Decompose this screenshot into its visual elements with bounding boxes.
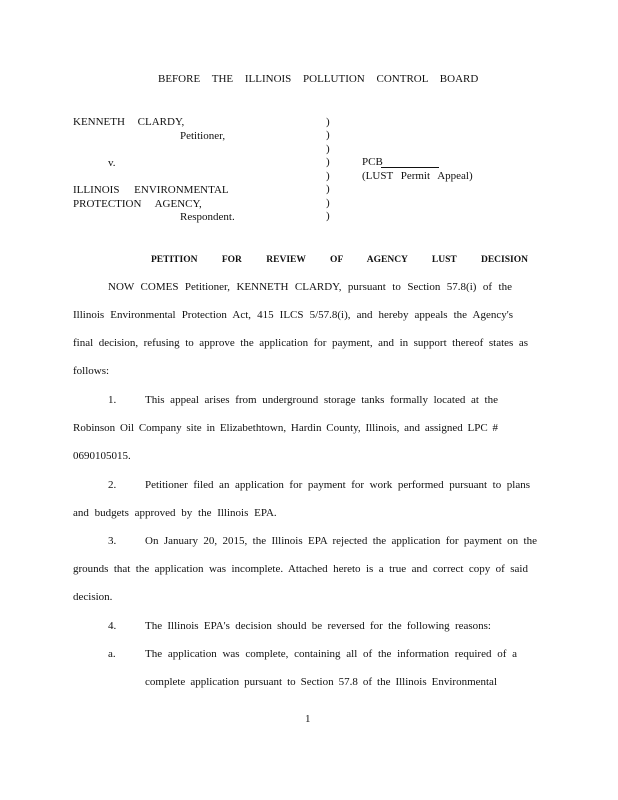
case-number-blank — [381, 167, 439, 168]
paragraph-3-number: 3. — [108, 535, 117, 547]
caption-paren: ) — [326, 156, 330, 168]
paragraph-1-line-2: Robinson Oil Company site in Elizabethtown, Hardin County, Illinois, and assigned LPC # — [73, 422, 498, 434]
caption-paren: ) — [326, 116, 330, 128]
caption-paren: ) — [326, 129, 330, 141]
paragraph-2-number: 2. — [108, 479, 117, 491]
paragraph-4-line-1: The Illinois EPA's decision should be reversed for the following reasons: — [145, 620, 491, 632]
petitioner-role: Petitioner, — [180, 130, 226, 142]
petition-title: PETITION FOR REVIEW OF AGENCY LUST DECISION — [151, 255, 528, 265]
intro-line-3: final decision, refusing to approve the application for payment, and in support thereof states as — [73, 337, 528, 349]
caption-paren: ) — [326, 210, 330, 222]
paragraph-3-line-3: decision. — [73, 591, 113, 603]
caption-paren: ) — [326, 183, 330, 195]
caption-paren: ) — [326, 143, 330, 155]
subparagraph-a-line-2: complete application pursuant to Section 57.8 of the Illinois Environmental — [145, 676, 497, 688]
paragraph-2-line-2: and budgets approved by the Illinois EPA. — [73, 507, 277, 519]
respondent-name-line1: ILLINOIS ENVIRONMENTAL — [73, 184, 229, 196]
respondent-role: Respondent. — [180, 211, 235, 223]
paragraph-1-number: 1. — [108, 394, 117, 406]
petitioner-name: KENNETH CLARDY, — [73, 116, 185, 128]
paragraph-1-line-3: 0690105015. — [73, 450, 131, 462]
court-heading: BEFORE THE ILLINOIS POLLUTION CONTROL BOARD — [158, 73, 479, 85]
caption-paren: ) — [326, 197, 330, 209]
paragraph-2-line-1: Petitioner filed an application for payment for work performed pursuant to plans — [145, 479, 530, 491]
respondent-name-line2: PROTECTION AGENCY, — [73, 198, 202, 210]
case-type: (LUST Permit Appeal) — [362, 170, 473, 182]
intro-line-1: NOW COMES Petitioner, KENNETH CLARDY, pursuant to Section 57.8(i) of the — [108, 281, 512, 293]
paragraph-4-number: 4. — [108, 620, 117, 632]
paragraph-1-line-1: This appeal arises from underground storage tanks formally located at the — [145, 394, 498, 406]
subparagraph-a-line-1: The application was complete, containing all of the information required of a — [145, 648, 517, 660]
case-number-label: PCB — [362, 156, 383, 168]
subparagraph-a-label: a. — [108, 648, 116, 660]
intro-line-4: follows: — [73, 365, 110, 377]
caption-paren: ) — [326, 170, 330, 182]
paragraph-3-line-2: grounds that the application was incomplete. Attached hereto is a true and correct copy of said — [73, 563, 528, 575]
page-number: 1 — [305, 713, 311, 725]
intro-line-2: Illinois Environmental Protection Act, 415 ILCS 5/57.8(i), and hereby appeals the Agency's — [73, 309, 513, 321]
paragraph-3-line-1: On January 20, 2015, the Illinois EPA rejected the application for payment on the — [145, 535, 537, 547]
versus: v. — [108, 157, 116, 169]
